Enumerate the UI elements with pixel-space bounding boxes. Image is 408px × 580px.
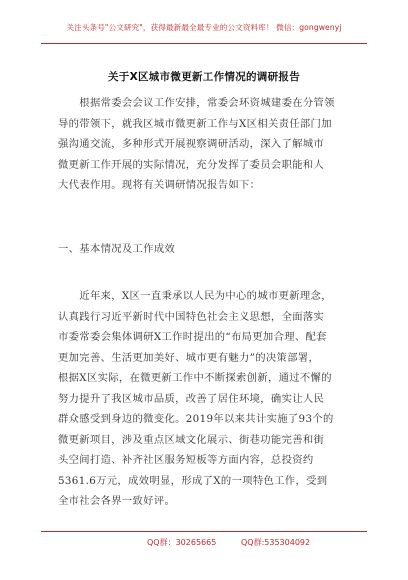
qq-group-right: QQ群:535304092 xyxy=(241,538,311,547)
body-line: 微更新项目，涉及重点区域文化展示、街巷功能完善和街 xyxy=(58,433,325,446)
intro-line: 强沟通交流，多种形式开展视察调研活动，深入了解城市 xyxy=(58,138,325,150)
body-line: 群众感受到身边的微变化。2019年以来共计实施了93个的 xyxy=(58,413,334,425)
document-title: 关于X区城市微更新工作情况的调研报告 xyxy=(108,71,300,83)
section-heading: 一、基本情况及工作成效 xyxy=(58,243,176,255)
body-line: 根据X区实际，在微更新工作中不断探索创新，通过不懈的 xyxy=(58,372,332,384)
footer xyxy=(0,537,408,551)
intro-line: 大代表作用。现将有关调研情况报告如下： xyxy=(58,179,261,191)
intro-paragraph xyxy=(58,93,351,196)
header-banner: 关注头条号"公文研究"，获得最新最全最专业的公文资料库！ 微信：gongwenyj xyxy=(66,23,342,32)
body-line: 更加完善、生活更加美好、城市更有魅力”的决策部署， xyxy=(58,351,320,364)
intro-line: 导的带领下，就我区城市微更新工作与X区相关责任部门加 xyxy=(58,117,332,130)
body-paragraph xyxy=(58,286,351,512)
header-divider xyxy=(41,43,367,44)
body-line: 认真践行习近平新时代中国特色社会主义思想，全面落实 xyxy=(58,310,325,323)
body-line: 全市社会各界一致好评。 xyxy=(58,495,176,507)
body-line: 近年来，X区一直秉承以人民为中心的城市更新理念， xyxy=(58,290,332,302)
qq-group-left: QQ群：30265665 xyxy=(147,538,217,547)
intro-line: 微更新工作开展的实际情况，充分发挥了委员会职能和人 xyxy=(58,158,325,171)
intro-line: 根据常委会会议工作安排，常委会环资城建委在分管领 xyxy=(58,97,335,109)
footer-divider xyxy=(41,531,367,532)
body-line: 努力提升了我区城市品质，改善了居住环境，确实让人民 xyxy=(58,392,325,405)
body-line: 市委常委会集体调研X工作时提出的“布局更加合理、配套 xyxy=(58,331,327,343)
body-line: 5361.6万元，成效明显，形成了X的一项特色工作，受到 xyxy=(58,474,328,487)
body-line: 头空间打造、补齐社区服务短板等方面内容，总投资约 xyxy=(58,454,314,466)
